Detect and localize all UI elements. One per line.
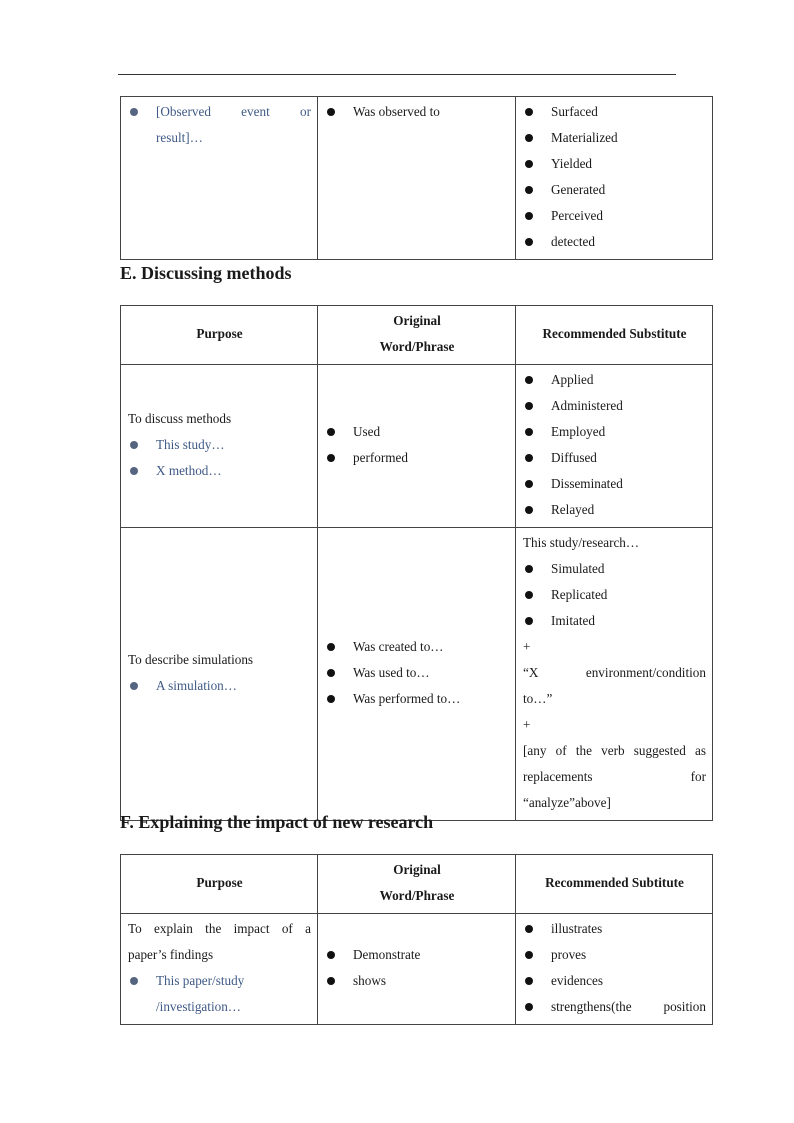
purpose-cell [121, 97, 318, 260]
list-item: Diffused [523, 445, 706, 471]
substitute-intro: This study/research… [523, 535, 640, 550]
header-original [318, 306, 516, 365]
header-substitute: Recommended Subtitute [516, 855, 713, 914]
list-item: performed [325, 445, 509, 471]
list-item: This study… [128, 432, 311, 458]
list-item: Was observed to [325, 99, 509, 125]
substitute-list [523, 556, 706, 634]
purpose-list [128, 99, 311, 151]
condition-line-end: to…” [523, 691, 553, 706]
list-item-text: strengthens(the position [551, 999, 706, 1014]
list-item [128, 968, 311, 1020]
table-row [121, 97, 713, 260]
header-original [318, 855, 516, 914]
table-header-row [121, 855, 713, 914]
substitute-cell [516, 528, 713, 821]
original-list [325, 419, 509, 471]
list-item: shows [325, 968, 509, 994]
list-item: Relayed [523, 497, 706, 523]
header-purpose: Purpose [121, 306, 318, 365]
list-item: Surfaced [523, 99, 706, 125]
purpose-item: [Observed event or result]… [128, 99, 311, 151]
list-item: Was created to… [325, 634, 509, 660]
table-header-row [121, 306, 713, 365]
purpose-cell [121, 528, 318, 821]
table-row [121, 914, 713, 1025]
original-list [325, 634, 509, 712]
purpose-cell [121, 365, 318, 528]
list-item: Used [325, 419, 509, 445]
table-row [121, 365, 713, 528]
list-item: Generated [523, 177, 706, 203]
header-substitute: Recommended Substitute [516, 306, 713, 365]
substitute-list [523, 99, 706, 255]
list-item: Perceived [523, 203, 706, 229]
note-line-end: “analyze”above] [523, 795, 611, 810]
list-item: detected [523, 229, 706, 255]
list-item [523, 994, 706, 1020]
purpose-label: To describe simulations [128, 652, 254, 667]
list-item: Was performed to… [325, 686, 509, 712]
header-original-line1: Original [393, 862, 441, 877]
table-observed-continuation [120, 96, 713, 260]
list-item: Employed [523, 419, 706, 445]
list-item: Administered [523, 393, 706, 419]
header-original-line2: Word/Phrase [379, 339, 455, 354]
section-f-heading: F. Explaining the impact of new research [120, 812, 434, 832]
list-item: X method… [128, 458, 311, 484]
list-item: Applied [523, 367, 706, 393]
substitute-cell [516, 914, 713, 1025]
purpose-line: To explain the impact of a [128, 921, 311, 936]
header-original-line1: Original [393, 313, 441, 328]
header-purpose: Purpose [121, 855, 318, 914]
original-cell [318, 365, 516, 528]
original-list [325, 942, 509, 994]
list-item: Disseminated [523, 471, 706, 497]
purpose-list [128, 673, 311, 699]
table-discussing-methods [120, 305, 713, 821]
list-item: Yielded [523, 151, 706, 177]
substitute-cell [516, 365, 713, 528]
plus-sign: + [523, 717, 531, 732]
list-item: Simulated [523, 556, 706, 582]
substitute-cell [516, 97, 713, 260]
purpose-list [128, 432, 311, 484]
purpose-cell [121, 914, 318, 1025]
list-item: proves [523, 942, 706, 968]
plus-sign: + [523, 639, 531, 654]
purpose-list [128, 968, 311, 1020]
note-line: replacements for [523, 769, 706, 784]
list-item: Replicated [523, 582, 706, 608]
original-cell [318, 528, 516, 821]
original-list [325, 99, 509, 125]
list-item: A simulation… [128, 673, 311, 699]
purpose-item-text: [Observed event or [156, 104, 311, 119]
substitute-list [523, 916, 706, 1020]
purpose-line: paper’s findings [128, 947, 214, 962]
list-item: Materialized [523, 125, 706, 151]
purpose-item-continuation: /investigation… [156, 999, 241, 1014]
list-item: Imitated [523, 608, 706, 634]
section-e-heading: E. Discussing methods [120, 263, 292, 283]
original-cell [318, 914, 516, 1025]
original-cell [318, 97, 516, 260]
purpose-label: To discuss methods [128, 411, 232, 426]
list-item: illustrates [523, 916, 706, 942]
list-item: Demonstrate [325, 942, 509, 968]
table-row [121, 528, 713, 821]
note-line: [any of the verb suggested as [523, 743, 706, 758]
purpose-item-text: This paper/study [156, 973, 245, 988]
substitute-list [523, 367, 706, 523]
list-item: Was used to… [325, 660, 509, 686]
list-item: evidences [523, 968, 706, 994]
condition-line: “X environment/condition [523, 665, 706, 680]
header-original-line2: Word/Phrase [379, 888, 455, 903]
table-impact-of-research [120, 854, 713, 1025]
header-rule [118, 74, 676, 75]
